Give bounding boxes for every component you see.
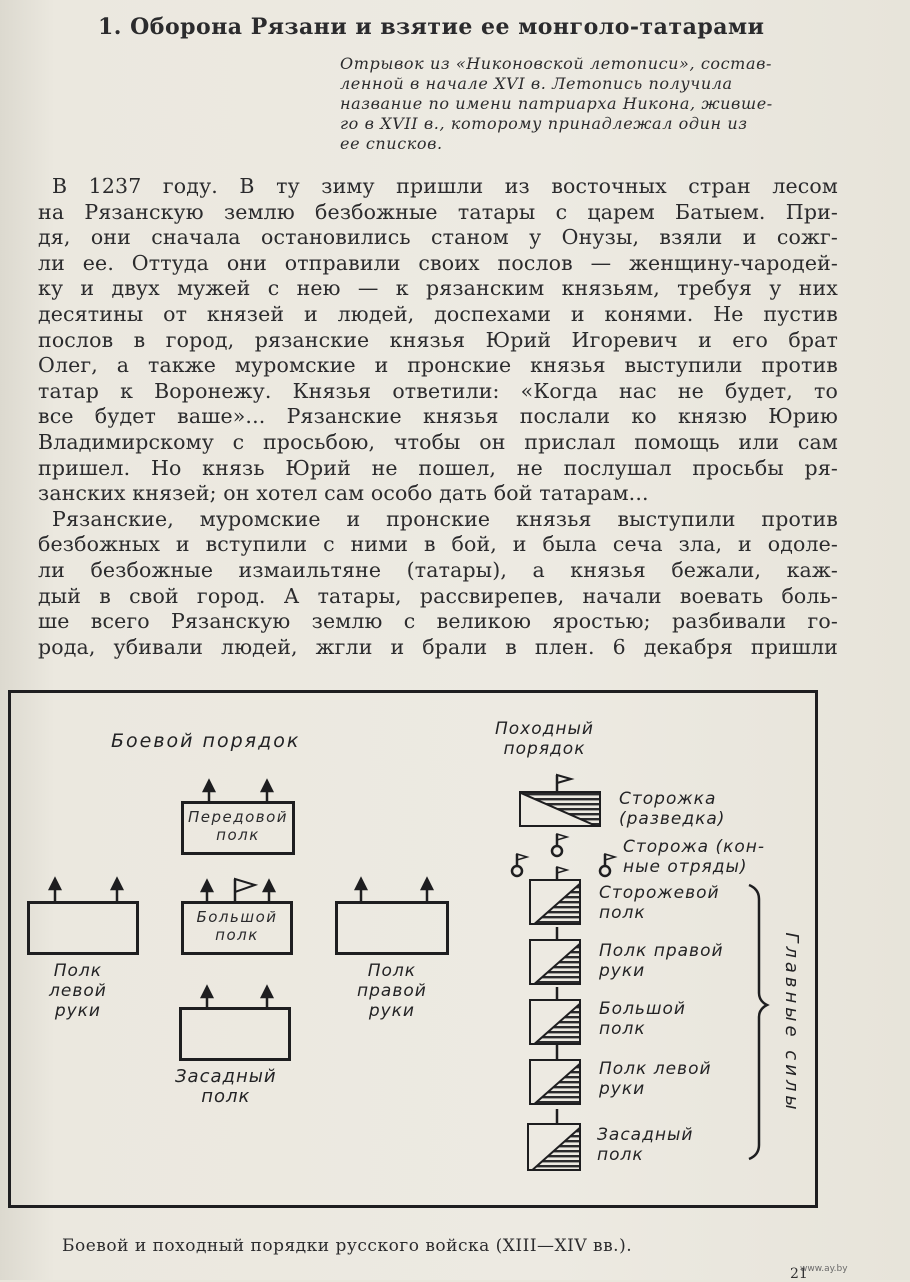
battle-right-hand-regiment — [335, 901, 449, 955]
battle-main-regiment — [181, 901, 293, 955]
march-right-hand-box — [529, 939, 581, 985]
unit-label: Полк правой — [599, 941, 724, 961]
unit-label: ные отряды) — [623, 857, 748, 877]
text-line: все будет ваше»... Рязанские князья послали ко князю Юрию — [38, 404, 838, 429]
guard-label — [623, 837, 765, 877]
march-order-title-line: Походный — [495, 719, 594, 739]
march-order-title-line: порядок — [503, 739, 586, 759]
unit-label: Большой — [196, 908, 278, 926]
main-forces-label: Главные силы — [781, 932, 802, 1114]
text-line: занских князей; он хотел сам особо дать бой татарам... — [38, 481, 649, 506]
unit-label: полк — [599, 903, 646, 923]
text-line: Рязанские, муромские и пронские князья выступили против — [52, 506, 838, 531]
text-line: ли безбожные измаильтяне (татары), а князья бежали, каж- — [38, 557, 838, 582]
section-title: 1. Оборона Рязани и взятие ее монголо-татарами — [98, 14, 765, 40]
unit-label: руки — [368, 1001, 415, 1021]
text-line: рода, убивали людей, жгли и брали в плен. 6 декабря пришли — [38, 634, 838, 659]
page-number: 21 — [790, 1266, 808, 1282]
text-line: дый в свой город. А татары, рассвирепев, начали воевать боль- — [38, 583, 838, 608]
text-line: на Рязанскую землю безбожные татары с царем Батыем. При- — [38, 199, 838, 224]
epigraph-line: ее списков. — [340, 134, 443, 153]
chronicle-text — [38, 174, 838, 660]
unit-label: Засадный — [597, 1125, 694, 1145]
unit-label: руки — [599, 961, 646, 981]
text-line: Олег, а также муромские и пронские князья выступили против — [38, 353, 838, 378]
text-line: В 1237 году. В ту зиму пришли из восточных стран лесом — [52, 174, 838, 198]
text-line: Владимирскому с просьбою, чтобы он прислал помощь или сам — [38, 429, 838, 454]
battle-ambush-regiment — [179, 1007, 291, 1061]
watermark: www.ay.by — [800, 1264, 848, 1274]
text-line: дя, они сначала остановились станом у Онузы, взяли и сожг- — [38, 225, 838, 250]
march-left-hand-box — [529, 1059, 581, 1105]
unit-label: полк — [201, 1086, 251, 1107]
right-hand-label — [357, 961, 427, 1021]
text-line: ше всего Рязанскую землю с великою яростью; разбивали го- — [38, 609, 838, 634]
text-line: ку и двух мужей с нею — к рязанским князьям, требуя у них — [38, 276, 838, 301]
unit-label: Большой — [599, 999, 686, 1019]
scout-label — [619, 789, 725, 829]
text-line: ли ее. Оттуда они отправили своих послов — женщину-чародей- — [38, 250, 838, 275]
left-hand-label — [49, 961, 107, 1021]
unit-label: (разведка) — [619, 809, 726, 829]
unit-label: Полк — [53, 961, 103, 981]
main-march-label — [599, 999, 686, 1039]
unit-label: полк — [216, 826, 260, 844]
army-order-diagram — [8, 690, 818, 1208]
text-line: пришел. Но князь Юрий не пошел, не послушал просьбы ря- — [38, 455, 838, 480]
ambush-label — [175, 1067, 277, 1107]
march-scout-box — [519, 791, 601, 827]
epigraph — [340, 54, 840, 154]
sentry-label — [599, 883, 720, 923]
text-line: татар к Воронежу. Князья ответили: «Когда нас не будет, то — [38, 378, 838, 403]
battle-order-title: Боевой порядок — [111, 730, 301, 752]
unit-label: Полк — [367, 961, 417, 981]
unit-label: Засадный — [175, 1066, 277, 1087]
battle-vanguard-regiment — [181, 801, 295, 855]
unit-label: полк — [599, 1019, 646, 1039]
march-ambush-box — [527, 1123, 581, 1171]
epigraph-line: го в XVII в., которому принадлежал один из — [340, 114, 748, 133]
unit-label: Сторожа (кон- — [623, 837, 766, 857]
ambush-march-label — [597, 1125, 693, 1165]
figure-caption: Боевой и походный порядки русского войска (XIII—XIV вв.). — [62, 1236, 633, 1256]
right-hand-march-label — [599, 941, 724, 981]
unit-label: полк — [597, 1145, 644, 1165]
epigraph-line: Отрывок из «Никоновской летописи», состав- — [340, 54, 773, 73]
unit-label: левой — [49, 981, 107, 1001]
unit-label: руки — [599, 1079, 646, 1099]
unit-label: руки — [54, 1001, 101, 1021]
march-sentry-regiment-box — [529, 879, 581, 925]
text-line: десятины от князей и людей, доспехами и конями. Не пустив — [38, 301, 838, 326]
unit-label: Передовой — [187, 808, 289, 826]
unit-label: правой — [357, 981, 427, 1001]
text-line: послов в город, рязанские князья Юрий Игоревич и его брат — [38, 327, 838, 352]
unit-label: Сторожевой — [599, 883, 720, 903]
march-main-box — [529, 999, 581, 1045]
battle-left-hand-regiment — [27, 901, 139, 955]
text-line: безбожных и вступили с ними в бой, и была сеча зла, и одоле- — [38, 532, 838, 557]
unit-label: полк — [215, 926, 259, 944]
unit-label: Сторожка — [619, 789, 717, 809]
unit-label: Полк левой — [599, 1059, 712, 1079]
epigraph-line: ленной в начале XVI в. Летопись получила — [340, 74, 733, 93]
left-hand-march-label — [599, 1059, 712, 1099]
epigraph-line: название по имени патриарха Никона, жившe- — [340, 94, 773, 113]
